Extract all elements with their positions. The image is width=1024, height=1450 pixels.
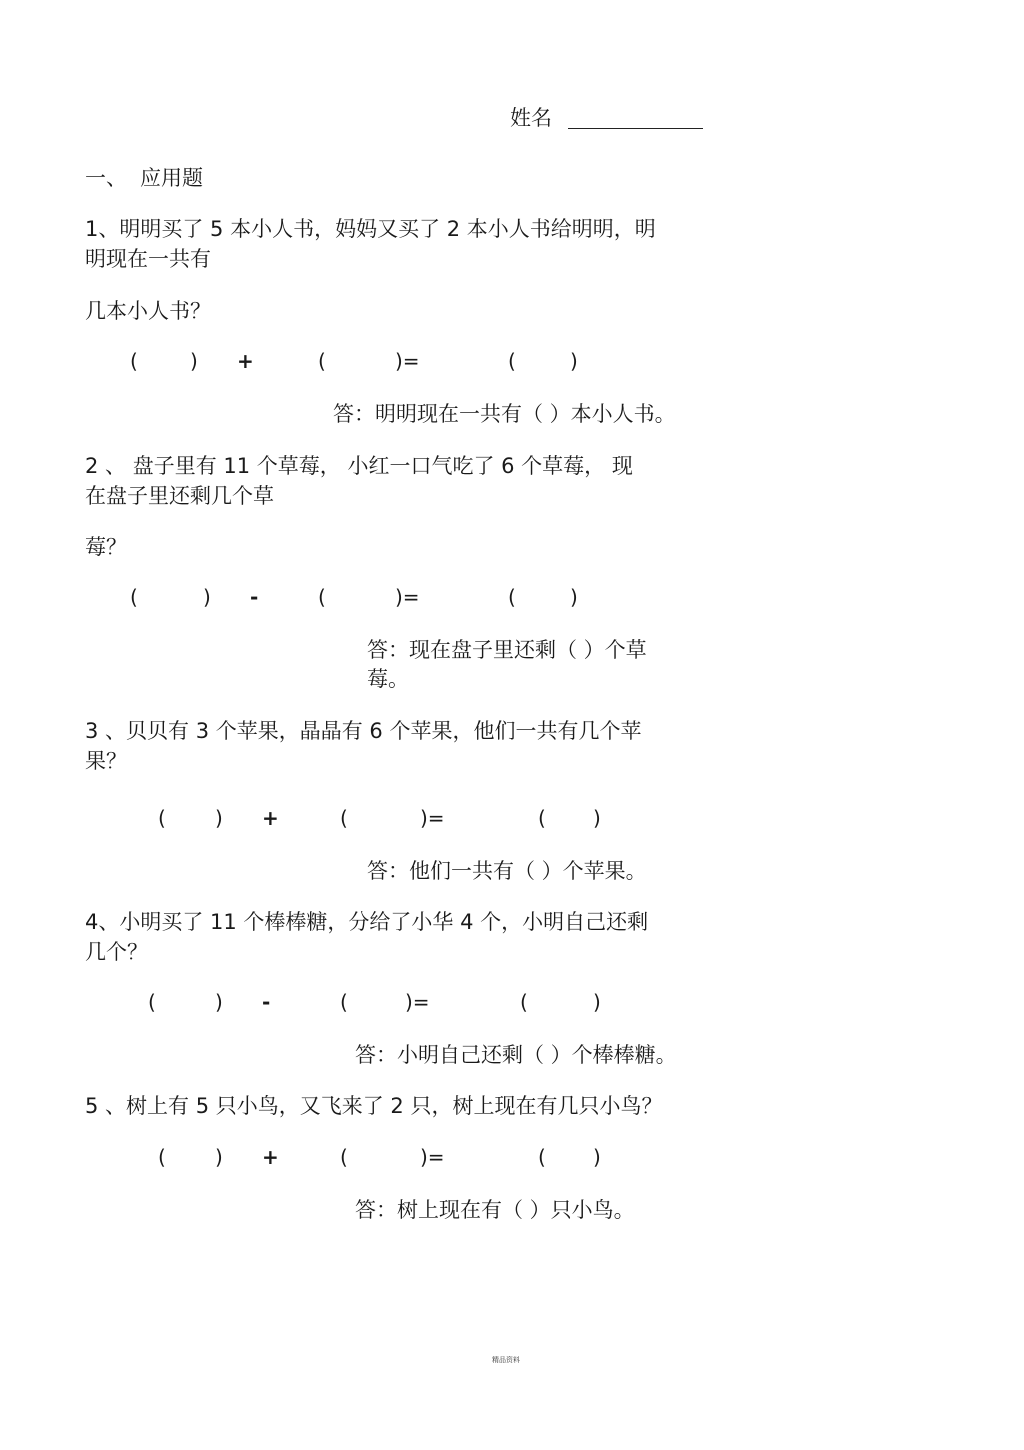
q5-blank1-open: ( [158, 1145, 166, 1169]
q1-blank3-close: ) [570, 349, 578, 373]
q1-operator: + [237, 349, 254, 373]
section-title: 应用题 [140, 166, 203, 190]
q4-text-line1: 4、小明买了 11 个棒棒糖，分给了小华 4 个，小明自己还剩 [85, 910, 649, 934]
q2-answer-line2: 莓。 [367, 667, 409, 691]
q5-blank3-open: ( [538, 1145, 546, 1169]
q4-operator: - [262, 990, 271, 1014]
q1-text-line3: 几本小人书？ [85, 299, 211, 323]
q4-blank2-open: ( [340, 990, 348, 1014]
q4-blank2-close-equals: )= [405, 990, 430, 1014]
q3-blank3-open: ( [538, 806, 546, 830]
q3-blank1-open: ( [158, 806, 166, 830]
q2-text-line3: 莓？ [85, 535, 127, 559]
q3-answer: 答：他们一共有（ ）个苹果。 [367, 859, 647, 883]
q2-blank2-close-equals: )= [395, 585, 420, 609]
q2-blank1-open: ( [130, 585, 138, 609]
q2-text-line1: 2 、 盘子里有 11 个草莓， 小红一口气吃了 6 个草莓， 现 [85, 454, 633, 478]
q5-blank3-close: ) [593, 1145, 601, 1169]
q1-text-line2: 明现在一共有 [85, 247, 211, 271]
q2-text-line2: 在盘子里还剩几个草 [85, 484, 274, 508]
q2-blank2-open: ( [318, 585, 326, 609]
q1-blank3-open: ( [508, 349, 516, 373]
q4-blank3-open: ( [520, 990, 528, 1014]
q3-blank1-close: ) [215, 806, 223, 830]
q5-operator: + [262, 1145, 279, 1169]
q2-operator: - [250, 585, 259, 609]
q4-answer: 答：小明自己还剩（ ）个棒棒糖。 [355, 1043, 677, 1067]
q3-blank3-close: ) [593, 806, 601, 830]
q2-blank3-open: ( [508, 585, 516, 609]
q2-blank1-close: ) [203, 585, 211, 609]
q5-blank2-close-equals: )= [420, 1145, 445, 1169]
q1-blank1-close: ) [190, 349, 198, 373]
q3-blank2-close-equals: )= [420, 806, 445, 830]
q2-answer-line1: 答：现在盘子里还剩（ ）个草 [367, 638, 647, 662]
q1-text-line1: 1、明明买了 5 本小人书，妈妈又买了 2 本小人书给明明，明 [85, 217, 656, 241]
q4-blank1-open: ( [148, 990, 156, 1014]
q5-blank1-close: ) [215, 1145, 223, 1169]
q5-text-line1: 5 、树上有 5 只小鸟，又飞来了 2 只，树上现在有几只小鸟？ [85, 1094, 663, 1118]
q1-answer: 答：明明现在一共有（ ）本小人书。 [333, 402, 676, 426]
q5-answer: 答：树上现在有（ ）只小鸟。 [355, 1198, 635, 1222]
section-number: 一、 [85, 166, 127, 190]
q5-blank2-open: ( [340, 1145, 348, 1169]
q2-blank3-close: ) [570, 585, 578, 609]
name-label: 姓名 [510, 106, 552, 130]
q3-text-line2: 果？ [85, 749, 127, 773]
q3-blank2-open: ( [340, 806, 348, 830]
q1-blank2-close-equals: )= [395, 349, 420, 373]
q1-blank2-open: ( [318, 349, 326, 373]
q4-blank1-close: ) [215, 990, 223, 1014]
q3-operator: + [262, 806, 279, 830]
q1-blank1-open: ( [130, 349, 138, 373]
q4-text-line2: 几个？ [85, 940, 148, 964]
name-blank[interactable] [568, 128, 703, 129]
footer-text: 精品资料 [492, 1356, 520, 1364]
q3-text-line1: 3 、贝贝有 3 个苹果，晶晶有 6 个苹果，他们一共有几个苹 [85, 719, 642, 743]
q4-blank3-close: ) [593, 990, 601, 1014]
